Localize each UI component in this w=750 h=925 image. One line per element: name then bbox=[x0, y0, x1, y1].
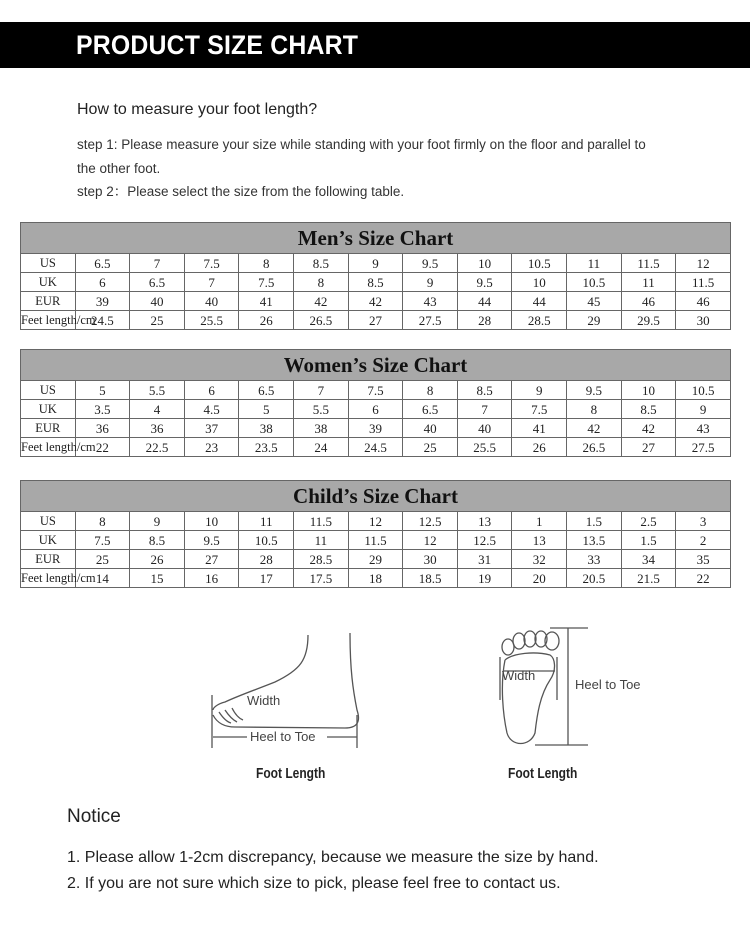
row-label: EUR bbox=[21, 419, 76, 438]
size-cell: 40 bbox=[457, 419, 512, 438]
size-cell: 1.5 bbox=[567, 512, 622, 531]
size-cell: 26 bbox=[512, 438, 567, 457]
table-title: Child’s Size Chart bbox=[21, 481, 731, 512]
size-cell: 8.5 bbox=[294, 254, 349, 273]
size-cell: 29.5 bbox=[621, 311, 676, 330]
size-cell: 40 bbox=[403, 419, 458, 438]
size-cell: 8.5 bbox=[130, 531, 185, 550]
size-cell: 25.5 bbox=[457, 438, 512, 457]
size-cell: 10.5 bbox=[676, 381, 731, 400]
size-cell: 6.5 bbox=[403, 400, 458, 419]
side-width-label: Width bbox=[247, 693, 281, 708]
size-cell: 12.5 bbox=[457, 531, 512, 550]
size-cell: 8 bbox=[403, 381, 458, 400]
size-cell: 9 bbox=[130, 512, 185, 531]
size-cell: 12.5 bbox=[403, 512, 458, 531]
size-cell: 36 bbox=[130, 419, 185, 438]
table-title-row bbox=[21, 481, 731, 512]
size-cell: 7.5 bbox=[184, 254, 239, 273]
size-cell: 30 bbox=[403, 550, 458, 569]
size-cell: 27 bbox=[621, 438, 676, 457]
size-cell: 11 bbox=[567, 254, 622, 273]
size-cell: 27 bbox=[184, 550, 239, 569]
size-cell: 17.5 bbox=[294, 569, 349, 588]
size-cell: 24.5 bbox=[348, 438, 403, 457]
row-label: UK bbox=[21, 400, 76, 419]
size-cell: 16 bbox=[184, 569, 239, 588]
side-foot-diagram bbox=[205, 630, 375, 755]
size-cell: 10.5 bbox=[239, 531, 294, 550]
table-row bbox=[21, 512, 731, 531]
size-cell: 10 bbox=[512, 273, 567, 292]
size-cell: 8 bbox=[567, 400, 622, 419]
size-cell: 22 bbox=[75, 438, 130, 457]
size-cell: 5 bbox=[75, 381, 130, 400]
size-cell: 6 bbox=[348, 400, 403, 419]
row-label: US bbox=[21, 512, 76, 531]
size-cell: 39 bbox=[75, 292, 130, 311]
notice-line-1: 1. Please allow 1-2cm discrepancy, because we measure the size by hand. bbox=[67, 849, 599, 866]
notice-title: Notice bbox=[67, 806, 121, 827]
size-cell: 3.5 bbox=[75, 400, 130, 419]
size-cell: 4 bbox=[130, 400, 185, 419]
size-cell: 5.5 bbox=[294, 400, 349, 419]
size-cell: 6.5 bbox=[75, 254, 130, 273]
size-cell: 8 bbox=[294, 273, 349, 292]
table-row bbox=[21, 381, 731, 400]
size-cell: 26.5 bbox=[567, 438, 622, 457]
size-cell: 26 bbox=[130, 550, 185, 569]
size-cell: 12 bbox=[676, 254, 731, 273]
size-cell: 9.5 bbox=[184, 531, 239, 550]
size-cell: 5.5 bbox=[130, 381, 185, 400]
table-row bbox=[21, 311, 731, 330]
size-cell: 9 bbox=[512, 381, 567, 400]
size-cell: 11.5 bbox=[348, 531, 403, 550]
size-cell: 6.5 bbox=[239, 381, 294, 400]
size-cell: 19 bbox=[457, 569, 512, 588]
size-cell: 9 bbox=[403, 273, 458, 292]
size-cell: 11.5 bbox=[676, 273, 731, 292]
size-cell: 42 bbox=[621, 419, 676, 438]
size-cell: 43 bbox=[676, 419, 731, 438]
size-cell: 11 bbox=[239, 512, 294, 531]
size-cell: 29 bbox=[348, 550, 403, 569]
size-cell: 17 bbox=[239, 569, 294, 588]
size-cell: 24 bbox=[294, 438, 349, 457]
size-cell: 41 bbox=[239, 292, 294, 311]
size-cell: 37 bbox=[184, 419, 239, 438]
size-cell: 22 bbox=[676, 569, 731, 588]
size-cell: 28.5 bbox=[512, 311, 567, 330]
size-cell: 9.5 bbox=[457, 273, 512, 292]
size-cell: 7.5 bbox=[75, 531, 130, 550]
size-cell: 30 bbox=[676, 311, 731, 330]
size-cell: 8 bbox=[75, 512, 130, 531]
table-row bbox=[21, 531, 731, 550]
sole-foot-diagram bbox=[495, 625, 685, 750]
size-cell: 24.5 bbox=[75, 311, 130, 330]
size-cell: 11 bbox=[621, 273, 676, 292]
size-cell: 44 bbox=[457, 292, 512, 311]
size-cell: 41 bbox=[512, 419, 567, 438]
womens-size-table bbox=[20, 349, 731, 457]
size-cell: 25 bbox=[403, 438, 458, 457]
size-cell: 7 bbox=[457, 400, 512, 419]
size-cell: 18 bbox=[348, 569, 403, 588]
table-title: Women’s Size Chart bbox=[21, 350, 731, 381]
table-row bbox=[21, 550, 731, 569]
table-row bbox=[21, 419, 731, 438]
row-label: EUR bbox=[21, 292, 76, 311]
row-label: Feet length/cm bbox=[21, 569, 76, 588]
size-cell: 6 bbox=[75, 273, 130, 292]
size-cell: 7 bbox=[294, 381, 349, 400]
size-cell: 38 bbox=[294, 419, 349, 438]
size-cell: 25.5 bbox=[184, 311, 239, 330]
mens-size-table bbox=[20, 222, 731, 330]
size-cell: 3 bbox=[676, 512, 731, 531]
size-cell: 6.5 bbox=[130, 273, 185, 292]
size-cell: 12 bbox=[403, 531, 458, 550]
step-1-line-1: step 1: Please measure your size while standing with your foot firmly on the floor and parallel to bbox=[77, 137, 646, 152]
size-cell: 12 bbox=[348, 512, 403, 531]
size-cell: 20 bbox=[512, 569, 567, 588]
size-cell: 8.5 bbox=[457, 381, 512, 400]
sole-heel-to-toe-label: Heel to Toe bbox=[575, 677, 641, 692]
size-cell: 9 bbox=[676, 400, 731, 419]
size-cell: 10 bbox=[457, 254, 512, 273]
header-bar bbox=[0, 22, 750, 68]
size-cell: 25 bbox=[130, 311, 185, 330]
size-cell: 33 bbox=[567, 550, 622, 569]
table-title-row bbox=[21, 223, 731, 254]
size-cell: 26.5 bbox=[294, 311, 349, 330]
size-cell: 7.5 bbox=[512, 400, 567, 419]
size-cell: 11.5 bbox=[621, 254, 676, 273]
page-title: PRODUCT SIZE CHART bbox=[76, 30, 359, 60]
size-cell: 31 bbox=[457, 550, 512, 569]
size-cell: 26 bbox=[239, 311, 294, 330]
size-cell: 2 bbox=[676, 531, 731, 550]
table-row bbox=[21, 569, 731, 588]
size-cell: 6 bbox=[184, 381, 239, 400]
table-row bbox=[21, 254, 731, 273]
childs-size-table bbox=[20, 480, 731, 588]
size-cell: 11 bbox=[294, 531, 349, 550]
size-cell: 10 bbox=[621, 381, 676, 400]
table-title: Men’s Size Chart bbox=[21, 223, 731, 254]
size-cell: 9 bbox=[348, 254, 403, 273]
size-cell: 39 bbox=[348, 419, 403, 438]
side-foot-length-caption: Foot Length bbox=[256, 765, 326, 782]
size-cell: 18.5 bbox=[403, 569, 458, 588]
size-cell: 10 bbox=[184, 512, 239, 531]
size-cell: 32 bbox=[512, 550, 567, 569]
size-cell: 27.5 bbox=[403, 311, 458, 330]
size-cell: 35 bbox=[676, 550, 731, 569]
measure-question: How to measure your foot length? bbox=[77, 101, 318, 118]
size-cell: 40 bbox=[130, 292, 185, 311]
size-cell: 23 bbox=[184, 438, 239, 457]
size-cell: 10.5 bbox=[567, 273, 622, 292]
size-cell: 7 bbox=[184, 273, 239, 292]
size-cell: 1.5 bbox=[621, 531, 676, 550]
row-label: Feet length/cm bbox=[21, 311, 76, 330]
size-cell: 25 bbox=[75, 550, 130, 569]
size-cell: 1 bbox=[512, 512, 567, 531]
size-cell: 8 bbox=[239, 254, 294, 273]
size-cell: 14 bbox=[75, 569, 130, 588]
size-cell: 34 bbox=[621, 550, 676, 569]
table-row bbox=[21, 292, 731, 311]
size-cell: 28 bbox=[457, 311, 512, 330]
table-row bbox=[21, 400, 731, 419]
table-title-row bbox=[21, 350, 731, 381]
size-cell: 8.5 bbox=[621, 400, 676, 419]
row-label: Feet length/cm bbox=[21, 438, 76, 457]
sole-width-label: Width bbox=[502, 668, 536, 683]
size-cell: 13 bbox=[457, 512, 512, 531]
size-cell: 5 bbox=[239, 400, 294, 419]
row-label: US bbox=[21, 254, 76, 273]
size-cell: 9.5 bbox=[567, 381, 622, 400]
size-cell: 43 bbox=[403, 292, 458, 311]
size-cell: 13.5 bbox=[567, 531, 622, 550]
size-cell: 40 bbox=[184, 292, 239, 311]
step-1-line-2: the other foot. bbox=[77, 161, 161, 176]
size-cell: 22.5 bbox=[130, 438, 185, 457]
table-row bbox=[21, 273, 731, 292]
size-cell: 7 bbox=[130, 254, 185, 273]
step-2: step 2：Please select the size from the following table. bbox=[77, 184, 405, 199]
row-label: UK bbox=[21, 531, 76, 550]
size-cell: 7.5 bbox=[348, 381, 403, 400]
table-row bbox=[21, 438, 731, 457]
size-cell: 13 bbox=[512, 531, 567, 550]
notice-line-2: 2. If you are not sure which size to pick, please feel free to contact us. bbox=[67, 875, 561, 892]
size-cell: 10.5 bbox=[512, 254, 567, 273]
size-cell: 45 bbox=[567, 292, 622, 311]
size-cell: 8.5 bbox=[348, 273, 403, 292]
side-heel-to-toe-label: Heel to Toe bbox=[250, 729, 316, 744]
size-cell: 38 bbox=[239, 419, 294, 438]
size-cell: 23.5 bbox=[239, 438, 294, 457]
size-cell: 29 bbox=[567, 311, 622, 330]
size-cell: 27.5 bbox=[676, 438, 731, 457]
sole-foot-length-caption: Foot Length bbox=[508, 765, 578, 782]
size-cell: 20.5 bbox=[567, 569, 622, 588]
size-cell: 28.5 bbox=[294, 550, 349, 569]
size-cell: 11.5 bbox=[294, 512, 349, 531]
size-cell: 9.5 bbox=[403, 254, 458, 273]
size-cell: 27 bbox=[348, 311, 403, 330]
size-cell: 42 bbox=[567, 419, 622, 438]
size-cell: 4.5 bbox=[184, 400, 239, 419]
row-label: UK bbox=[21, 273, 76, 292]
size-cell: 36 bbox=[75, 419, 130, 438]
size-cell: 28 bbox=[239, 550, 294, 569]
size-cell: 42 bbox=[348, 292, 403, 311]
size-cell: 7.5 bbox=[239, 273, 294, 292]
size-cell: 46 bbox=[676, 292, 731, 311]
row-label: US bbox=[21, 381, 76, 400]
row-label: EUR bbox=[21, 550, 76, 569]
size-cell: 2.5 bbox=[621, 512, 676, 531]
size-cell: 44 bbox=[512, 292, 567, 311]
size-cell: 42 bbox=[294, 292, 349, 311]
size-cell: 46 bbox=[621, 292, 676, 311]
size-cell: 15 bbox=[130, 569, 185, 588]
size-cell: 21.5 bbox=[621, 569, 676, 588]
